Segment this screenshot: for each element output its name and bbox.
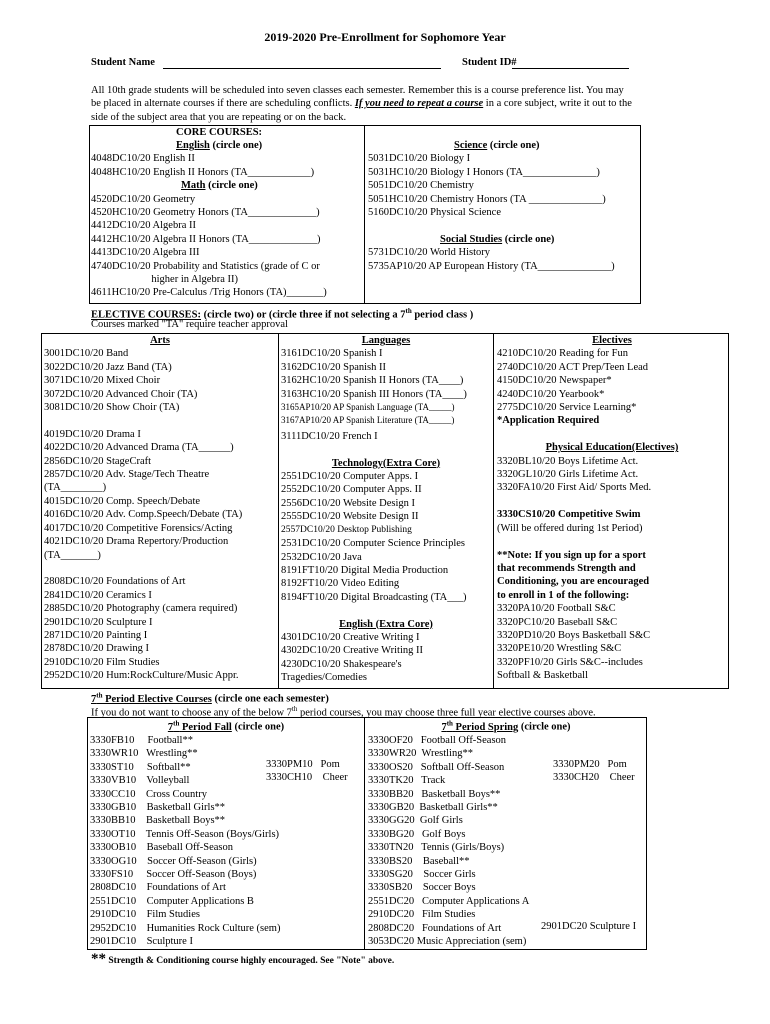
intro-text: All 10th grade students will be scheduled into seven classes each semester. Remember this is a course preference list. You may be placed in alternate courses if there are scheduling conflicts. If you need to repeat a course in a core subject, write it out to the side of the subject area that you are repeating or on the back. — [91, 85, 632, 123]
spring-option[interactable]: 3053DC20 Music Appreciation (sem) — [368, 936, 527, 947]
fall-option[interactable]: 2952DC10 Humanities Rock Culture (sem) — [90, 922, 281, 934]
fall-option[interactable]: 2910DC10 Film Studies — [90, 909, 200, 921]
sc-option[interactable]: 3320PF10/20 Girls S&C--includes — [497, 656, 643, 668]
arts-option[interactable]: (TA________) — [44, 482, 107, 494]
math-option: higher in Algebra II) — [91, 274, 238, 286]
arts-option[interactable]: 2841DC10/20 Ceramics I — [44, 589, 152, 601]
technology-option[interactable]: 2556DC10/20 Website Design I — [281, 497, 415, 509]
math-option[interactable]: 4413DC10/20 Algebra III — [91, 247, 200, 259]
math-option[interactable]: 4611HC10/20 Pre-Calculus /Trig Honors (TA)_______) — [91, 287, 327, 299]
fall-option[interactable]: 3330OG10 Soccer Off-Season (Girls) — [90, 855, 257, 867]
elective-note: Courses marked "TA" require teacher approval — [91, 319, 288, 330]
arts-option[interactable]: 2885DC10/20 Photography (camera required) — [44, 603, 238, 615]
fall-option[interactable]: 3330FS10 Soccer Off-Season (Boys) — [90, 868, 257, 880]
fall-option[interactable]: 2901DC10 Sculpture I — [90, 936, 193, 947]
technology-option[interactable]: 2532DC10/20 Java — [281, 551, 362, 563]
sc-option[interactable]: 3320PC10/20 Baseball S&C — [497, 616, 618, 628]
elective-option[interactable]: 2775DC10/20 Service Learning* — [497, 402, 637, 414]
sc-option[interactable]: Softball & Basketball — [497, 670, 588, 682]
arts-option[interactable]: 2856DC10/20 StageCraft — [44, 455, 152, 467]
english-elective-option[interactable]: 4230DC10/20 Shakespeare's — [281, 658, 402, 670]
arts-option[interactable]: 4019DC10/20 Drama I — [44, 428, 141, 440]
sc-option[interactable]: 3320PD10/20 Boys Basketball S&C — [497, 629, 651, 641]
english-option[interactable]: 4048DC10/20 English II — [91, 153, 195, 165]
spring-option[interactable]: 3330BG20 Golf Boys — [368, 828, 466, 840]
arts-column: Arts 3001DC10/20 Band 3022DC10/20 Jazz Band (TA) 3071DC10/20 Mixed Choir 3072DC10/20 Advanced Choir (TA) 3081DC10/20 Show Choir (TA) 4019DC10/20 Drama I 4022DC10/20 Advanced Drama (TA______) 2856DC10/20 StageCraft 2857DC10/20 Adv. Stage/Tech Theatre (TA________) 4015DC10/20 Comp. Speech/Debate 4016DC10/20 Adv. Comp.Speech/Debate (TA) 4017DC10/20 Competitive Forensics/Acting 4021DC10/20 Drama Repertory/Production (TA_______) 2808DC10/20 Foundations of Art 2841DC10/20 Ceramics I 2885DC10/20 Photography (camera required) 2901DC10/20 Sculpture I 2871DC10/20 Painting I 2878DC10/20 Drawing I 2910DC10/20 Film Studies 2952DC10/20 Hum:RockCulture/Music Appr. — [44, 334, 276, 683]
elective-heading: ELECTIVE COURSES: (circle two) or (circle three if not selecting a 7th period class ) — [91, 307, 474, 321]
spring-option[interactable]: 3330SG20 Soccer Girls — [368, 868, 476, 880]
spring-option[interactable]: 2910DC20 Film Studies — [368, 909, 476, 921]
spring-option[interactable]: 3330GG20 Golf Girls — [368, 815, 463, 827]
fall-side-column — [266, 758, 348, 785]
technology-option[interactable]: 8194FT10/20 Digital Broadcasting (TA___) — [281, 591, 467, 603]
social-option[interactable]: 5735AP10/20 AP European History (TA______________) — [368, 260, 615, 272]
spring-option[interactable]: 3330PM20 Pom — [553, 759, 627, 770]
arts-option[interactable]: 2901DC10/20 Sculpture I — [44, 616, 153, 628]
electives-column: Electives 4210DC10/20 Reading for Fun 2740DC10/20 ACT Prep/Teen Lead 4150DC10/20 Newspaper* 4240DC10/20 Yearbook* 2775DC10/20 Service Learning* *Application Required Physical Education(Electives) 3320BL10/20 Boys Lifetime Act. 3320GL10/20 Girls Lifetime Act. 3320FA10/20 First Aid/ Sports Med. 3330CS10/20 Competitive Swim (Will be offered during 1st Period) **Note: If you sign up for a sport that recommends Strength and Conditioning, you are encouraged to enroll in 1 of the following: 3320PA10/20 Football S&C 3320PC10/20 Baseball S&C 3320PD10/20 Boys Basketball S&C 3320PE10/20 Wrestling S&C 3320PF10/20 Girls S&C--includes Softball & Basketball — [497, 334, 727, 683]
arts-option[interactable]: 3072DC10/20 Advanced Choir (TA) — [44, 388, 198, 400]
fall-option[interactable]: 3330ST10 Softball** — [90, 761, 191, 773]
math-option[interactable]: 4412DC10/20 Algebra II — [91, 220, 196, 232]
spring-option[interactable]: 3330BB20 Basketball Boys** — [368, 788, 501, 800]
science-option[interactable]: 5051DC10/20 Chemistry — [368, 180, 474, 192]
english-elective-option[interactable]: 4301DC10/20 Creative Writing I — [281, 631, 420, 643]
elective-option[interactable]: 2740DC10/20 ACT Prep/Teen Lead — [497, 361, 649, 373]
spring-option[interactable]: 3330TN20 Tennis (Girls/Boys) — [368, 842, 505, 854]
english-option[interactable]: 4048HC10/20 English II Honors (TA____________) — [91, 166, 315, 178]
arts-option[interactable]: 3001DC10/20 Band — [44, 348, 129, 360]
technology-option[interactable]: 2531DC10/20 Computer Science Principles — [281, 538, 466, 550]
spring-side-column — [553, 758, 635, 785]
english-elective-option[interactable]: Tragedies/Comedies — [281, 672, 367, 684]
language-option[interactable]: 3111DC10/20 French I — [281, 430, 378, 442]
pe-option[interactable]: 3320GL10/20 Girls Lifetime Act. — [497, 469, 639, 481]
math-option[interactable]: 4412HC10/20 Algebra II Honors (TA_____________) — [91, 233, 321, 245]
math-option[interactable]: 4520HC10/20 Geometry Honors (TA_____________) — [91, 207, 320, 219]
science-option[interactable]: 5160DC10/20 Physical Science — [368, 207, 501, 219]
science-option[interactable]: 5051HC10/20 Chemistry Honors (TA ______________) — [368, 193, 606, 205]
spring-column: 7th Period Spring (circle one) 3330OF20 Football Off-Season 3330WR20 Wrestling** 3330OS20 Softball Off-Season 3330TK20 Track 3330BB20 Basketball Boys** 3330GB20 Basketball Girls** 3330GG20 Golf Girls 3330BG20 Golf Boys 3330TN20 Tennis (Girls/Boys) 3330BS20 Baseball** 3330SG20 Soccer Girls 3330SB20 Soccer Boys 2551DC20 Computer Applications A 2910DC20 Film Studies 2808DC20 Foundations of Art 3053DC20 Music Appreciation (sem) — [368, 717, 644, 948]
arts-option[interactable]: 4021DC10/20 Drama Repertory/Production — [44, 536, 229, 548]
arts-option[interactable]: 2910DC10/20 Film Studies — [44, 656, 160, 668]
fall-option[interactable]: 3330WR10 Wrestling** — [90, 748, 198, 760]
fall-option[interactable]: 3330VB10 Volleyball — [90, 775, 190, 787]
arts-option[interactable]: 2952DC10/20 Hum:RockCulture/Music Appr. — [44, 670, 239, 682]
footer-note: ** Strength & Conditioning course highly encouraged. See "Note" above. — [91, 951, 395, 967]
language-option[interactable]: 3163HC10/20 Spanish III Honors (TA____) — [281, 388, 467, 400]
math-option[interactable]: 4740DC10/20 Probability and Statistics (grade of C or — [91, 260, 320, 272]
seventh-heading: 7th Period Elective Courses (circle one each semester) — [91, 691, 329, 705]
english-elective-option[interactable]: 4302DC10/20 Creative Writing II — [281, 645, 423, 657]
language-option[interactable]: 3162HC10/20 Spanish II Honors (TA____) — [281, 375, 464, 387]
fall-option[interactable]: 3330GB10 Basketball Girls** — [90, 801, 226, 813]
technology-option[interactable]: 2552DC10/20 Computer Apps. II — [281, 484, 422, 496]
language-option[interactable]: 3161DC10/20 Spanish I — [281, 348, 383, 360]
english-section: English (circle one) 4048DC10/20 English II 4048HC10/20 English II Honors (TA____________) Math (circle one) 4520DC10/20 Geometry 4520HC10/20 Geometry Honors (TA_____________) 4412DC10/20 Algebra II 4412HC10/20 Algebra II Honors (TA_____________) 4413DC10/20 Algebra III 4740DC10/20 Probability and Statistics (grade of C or higher in Algebra II) 4611HC10/20 Pre-Calculus /Trig Honors (TA)_______) — [91, 140, 327, 299]
technology-option[interactable]: 8191FT10/20 Digital Media Production — [281, 564, 449, 576]
swim-option[interactable]: 3330CS10/20 Competitive Swim — [497, 509, 641, 521]
core-heading: CORE COURSES: — [176, 127, 263, 138]
sc-option[interactable]: 3320PE10/20 Wrestling S&C — [497, 643, 622, 655]
technology-option[interactable]: 2555DC10/20 Website Design II — [281, 511, 419, 523]
student-name-field[interactable] — [163, 68, 441, 69]
spring-option[interactable]: 3330TK20 Track — [368, 775, 446, 787]
science-option[interactable]: 5031HC10/20 Biology I Honors (TA______________) — [368, 166, 600, 178]
languages-column: Languages 3161DC10/20 Spanish I 3162DC10/20 Spanish II 3162HC10/20 Spanish II Honors (TA____) 3163HC10/20 Spanish III Honors (TA____) 3165AP10/20 AP Spanish Language (TA_____) 3167AP10/20 AP Spanish Literature (TA_____) 3111DC10/20 French I Technology(Extra Core) 2551DC10/20 Computer Apps. I 2552DC10/20 Computer Apps. II 2556DC10/20 Website Design I 2555DC10/20 Website Design II 2557DC10/20 Desktop Publishing 2531DC10/20 Computer Science Principles 2532DC10/20 Java 8191FT10/20 Digital Media Production 8192FT10/20 Video Editing 8194FT10/20 Digital Broadcasting (TA___) English (Extra Core) 4301DC10/20 Creative Writing I 4302DC10/20 Creative Writing II 4230DC10/20 Shakespeare's Tragedies/Comedies — [281, 334, 491, 685]
page-title: 2019-2020 Pre-Enrollment for Sophomore Year — [264, 30, 506, 44]
science-section: Science (circle one) 5031DC10/20 Biology I 5031HC10/20 Biology I Honors (TA______________) 5051DC10/20 Chemistry 5051HC10/20 Chemistry Honors (TA ______________) 5160DC10/20 Physical Science Social Studies (circle one) 5731DC10/20 World History 5735AP10/20 AP European History (TA______________) — [368, 140, 615, 272]
language-option[interactable]: 3162DC10/20 Spanish II — [281, 361, 386, 373]
fall-option[interactable]: 2808DC10 Foundations of Art — [90, 882, 226, 894]
arts-option[interactable]: (TA_______) — [44, 549, 101, 561]
arts-option[interactable]: 3022DC10/20 Jazz Band (TA) — [44, 361, 172, 373]
arts-option[interactable]: 3081DC10/20 Show Choir (TA) — [44, 402, 180, 414]
fall-column: 7th Period Fall (circle one) 3330FB10 Football** 3330WR10 Wrestling** 3330ST10 Softball** 3330VB10 Volleyball 3330CC10 Cross Country 3330GB10 Basketball Girls** 3330BB10 Basketball Boys** 3330OT10 Tennis Off-Season (Boys/Girls) 3330OB10 Baseball Off-Season 3330OG10 Soccer Off-Season (Girls) 3330FS10 Soccer Off-Season (Boys) 2808DC10 Foundations of Art 2551DC10 Computer Applications B 2910DC10 Film Studies 2952DC10 Humanities Rock Culture (sem) 2901DC10 Sculpture I — [90, 717, 362, 948]
fall-option[interactable]: 2551DC10 Computer Applications B — [90, 895, 254, 907]
arts-option[interactable]: 2808DC10/20 Foundations of Art — [44, 576, 186, 588]
arts-option[interactable]: 2871DC10/20 Painting I — [44, 629, 148, 641]
arts-option[interactable]: 2878DC10/20 Drawing I — [44, 643, 149, 655]
fall-option[interactable]: 3330PM10 Pom — [266, 759, 340, 770]
arts-option[interactable]: 4017DC10/20 Competitive Forensics/Acting — [44, 522, 233, 534]
spring-option[interactable]: 3330OF20 Football Off-Season — [368, 734, 507, 746]
elective-option[interactable]: 4150DC10/20 Newspaper* — [497, 375, 612, 387]
arts-option[interactable]: 4016DC10/20 Adv. Comp.Speech/Debate (TA) — [44, 509, 243, 521]
spring-option[interactable]: 2551DC20 Computer Applications A — [368, 895, 530, 907]
arts-option[interactable]: 3071DC10/20 Mixed Choir — [44, 375, 161, 387]
spring-option[interactable]: 3330CH20 Cheer — [553, 772, 635, 784]
language-option[interactable]: 3167AP10/20 AP Spanish Literature (TA_____) — [281, 415, 455, 426]
technology-option[interactable]: 2557DC10/20 Desktop Publishing — [281, 524, 412, 535]
arts-option[interactable]: 4015DC10/20 Comp. Speech/Debate — [44, 495, 201, 507]
seventh-note: If you do not want to choose any of the below 7th period courses, you may choose three full year elective courses above. — [91, 705, 596, 719]
math-option[interactable]: 4520DC10/20 Geometry — [91, 193, 196, 205]
fall-option[interactable]: 3330FB10 Football** — [90, 734, 193, 746]
student-id-field[interactable] — [512, 68, 629, 69]
science-option[interactable]: 5031DC10/20 Biology I — [368, 153, 471, 165]
spring-option[interactable]: 2901DC20 Sculpture I — [541, 921, 637, 932]
student-name-label: Student Name — [91, 57, 155, 68]
spring-option[interactable]: 2808DC20 Foundations of Art — [368, 922, 502, 934]
spring-option[interactable]: 3330GB20 Basketball Girls** — [368, 801, 498, 813]
fall-option[interactable]: 3330BB10 Basketball Boys** — [90, 815, 226, 827]
spring-option[interactable]: 3330WR20 Wrestling** — [368, 748, 473, 760]
pe-option[interactable]: 3320BL10/20 Boys Lifetime Act. — [497, 455, 639, 467]
student-id-label: Student ID# — [462, 57, 517, 68]
fall-option[interactable]: 3330CH10 Cheer — [266, 772, 348, 784]
elective-option[interactable]: 4240DC10/20 Yearbook* — [497, 388, 605, 400]
spring-option[interactable]: 3330OS20 Softball Off-Season — [368, 761, 505, 773]
fall-option[interactable]: 3330OT10 Tennis Off-Season (Boys/Girls) — [90, 828, 280, 840]
technology-option[interactable]: 8192FT10/20 Video Editing — [281, 578, 400, 590]
spring-option[interactable]: 3330BS20 Baseball** — [368, 855, 470, 867]
pe-option[interactable]: 3320FA10/20 First Aid/ Sports Med. — [497, 482, 652, 494]
language-option[interactable]: 3165AP10/20 AP Spanish Language (TA_____) — [281, 402, 455, 413]
arts-option[interactable]: 4022DC10/20 Advanced Drama (TA______) — [44, 442, 234, 454]
fall-option[interactable]: 3330OB10 Baseball Off-Season — [90, 842, 233, 854]
social-option[interactable]: 5731DC10/20 World History — [368, 247, 491, 259]
technology-option[interactable]: 2551DC10/20 Computer Apps. I — [281, 471, 419, 483]
elective-option[interactable]: 4210DC10/20 Reading for Fun — [497, 348, 628, 360]
arts-option[interactable]: 2857DC10/20 Adv. Stage/Tech Theatre — [44, 469, 210, 481]
sc-option[interactable]: 3320PA10/20 Football S&C — [497, 603, 616, 615]
spring-option[interactable]: 3330SB20 Soccer Boys — [368, 882, 476, 894]
fall-option[interactable]: 3330CC10 Cross Country — [90, 788, 207, 800]
